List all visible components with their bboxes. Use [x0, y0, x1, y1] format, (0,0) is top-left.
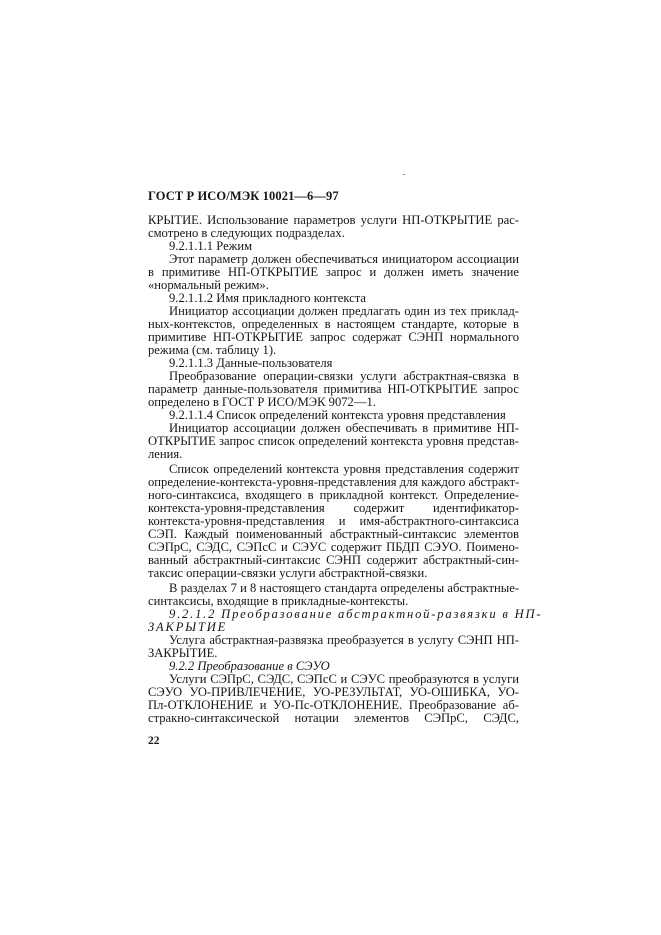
text-line: ного-синтаксиса, входящего в прикладной контекст. Определение- [148, 488, 519, 502]
text-line: контекста-уровня-представления и имя-абстрактного-синтаксиса [148, 514, 519, 528]
text-line: смотрено в следующих подразделах. [148, 226, 345, 240]
section-heading: 9.2.1.1.4 Список определений контекста уровня представления [169, 408, 506, 422]
section-heading: ЗАКРЫТИЕ [148, 620, 228, 634]
text-line: СЭП. Каждый поименованный абстрактный-синтаксис элементов [148, 527, 519, 541]
text-line: параметр данные-пользователя примитива НП-ОТКРЫТИЕ запрос [148, 382, 519, 396]
text-line: ления. [148, 447, 183, 461]
section-heading: 9.2.1.2 Преобразование абстрактной-развязки в НП- [169, 607, 543, 621]
text-line: стракно-синтаксической нотации элементов СЭПрС, СЭДС, [148, 711, 519, 725]
text-line: определение-контекста-уровня-представления для каждого абстракт- [148, 475, 520, 489]
text-line: в примитиве НП-ОТКРЫТИЕ запрос и должен иметь значение [148, 265, 519, 279]
text-line: Этот параметр должен обеспечиваться инициатором ассоциации [169, 252, 519, 266]
text-line: Услуга абстрактная-развязка преобразуется в услугу СЭНП НП- [169, 633, 519, 647]
text-line: Инициатор ассоциации должен предлагать один из тех приклад- [169, 304, 519, 318]
text-line: ванный абстрактный-синтаксис СЭНП содержит абстрактный-син- [148, 553, 519, 567]
text-line: режима (см. таблицу 1). [148, 343, 277, 357]
document-body [148, 213, 543, 725]
text-line: Инициатор ассоциации должен обеспечивать в примитиве НП- [169, 421, 519, 435]
text-line: контекста-уровня-представления содержит идентификатор- [148, 501, 519, 515]
text-line: КРЫТИЕ. Использование параметров услуги НП-ОТКРЫТИЕ рас- [148, 213, 519, 227]
text-line: примитиве НП-ОТКРЫТИЕ запрос содержат СЭНП нормального [148, 330, 519, 344]
section-heading: 9.2.1.1.3 Данные-пользователя [169, 356, 333, 370]
text-line: СЭУО УО-ПРИВЛЕЧЕНИЕ, УО-РЕЗУЛЬТАТ, УО-ОШИБКА, УО- [148, 685, 519, 699]
document-header: ГОСТ Р ИСО/МЭК 10021—6—97 [148, 189, 339, 203]
text-line: ЗАКРЫТИЕ. [148, 646, 218, 660]
text-line: СЭПрС, СЭДС, СЭПсС и СЭУС содержит ПБДП СЭУО. Поимено- [148, 540, 519, 554]
text-line: ОТКРЫТИЕ запрос список определений контекста уровня представ- [148, 434, 519, 448]
text-line: таксис операции-связки услуги абстрактной-связки. [148, 566, 428, 580]
text-line: «нормальный режим». [148, 278, 269, 292]
text-line: Пл-ОТКЛОНЕНИЕ и УО-Пс-ОТКЛОНЕНИЕ. Преобразование аб- [148, 698, 519, 712]
section-heading: 9.2.1.1.1 Режим [169, 239, 253, 253]
text-line: определено в ГОСТ Р ИСО/МЭК 9072—1. [148, 395, 376, 409]
text-line: синтаксисы, входящие в прикладные-контексты. [148, 594, 409, 608]
text-line: ных-контекстов, определенных в настоящем стандарте, которые в [148, 317, 519, 331]
text-line: Список определений контекста уровня представления содержит [169, 462, 519, 476]
section-heading: 9.2.2 Преобразование в СЭУО [169, 659, 330, 673]
text-line: Услуги СЭПрС, СЭДС, СЭПсС и СЭУС преобразуются в услуги [169, 672, 519, 686]
text-line: Преобразование операции-связки услуги абстрактная-связка в [169, 369, 519, 383]
section-heading: 9.2.1.1.2 Имя прикладного контекста [169, 291, 366, 305]
scan-speck [403, 174, 405, 175]
page-number: 22 [148, 735, 160, 747]
text-line: В разделах 7 и 8 настоящего стандарта определены абстрактные- [169, 581, 519, 595]
